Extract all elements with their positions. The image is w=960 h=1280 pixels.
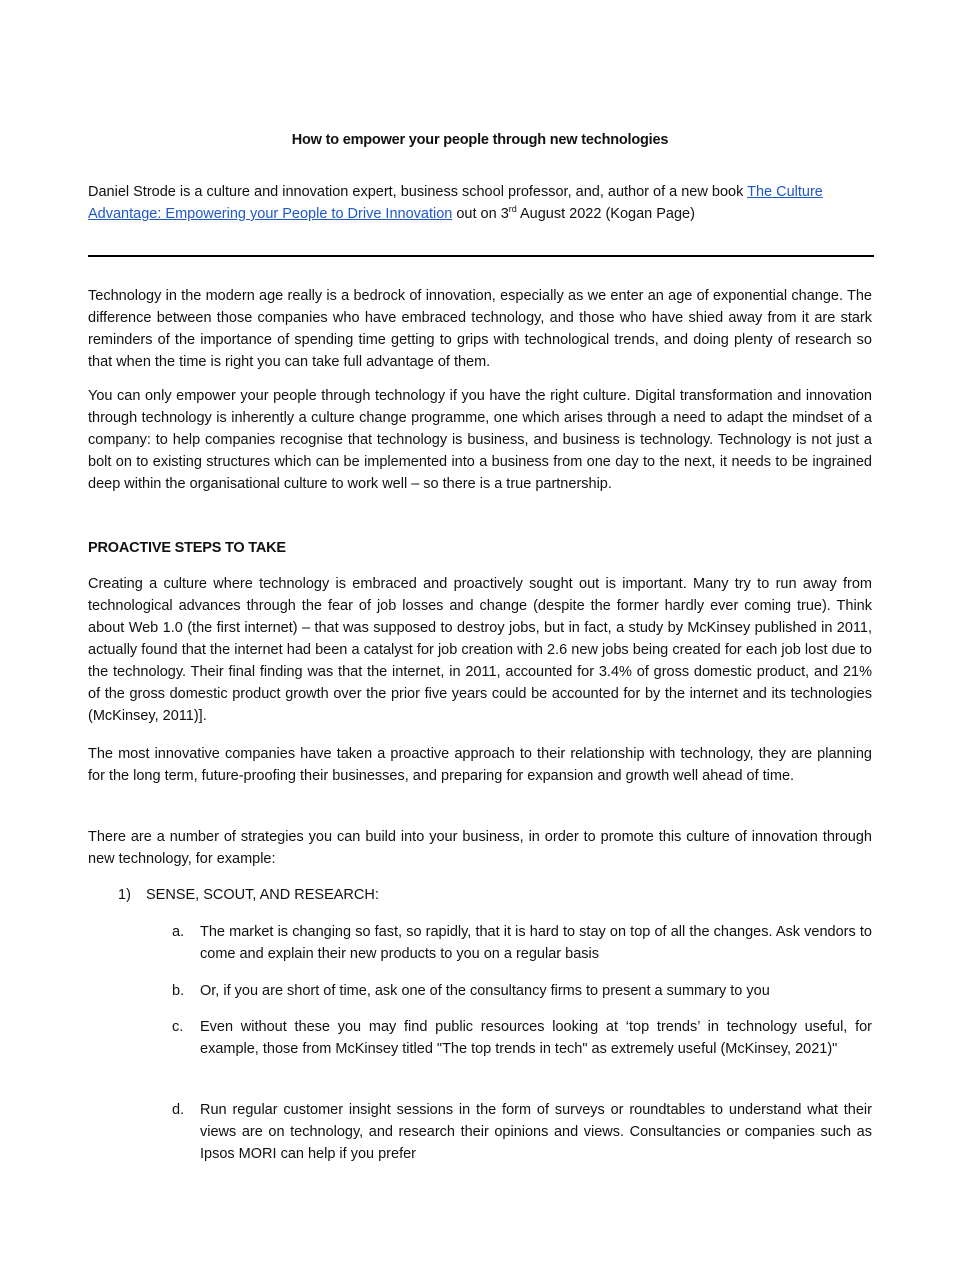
sub-item-marker: a. [172, 924, 185, 940]
list-item-number: 1) [118, 887, 131, 903]
sub-item-c [172, 1016, 872, 1060]
horizontal-rule [88, 255, 874, 257]
sub-item-text: Even without these you may find public resources looking at ‘top trends’ in technology useful, for example, those from McKinsey titled "The top trends in tech" as extremely useful (McKinsey, 2021)" [200, 1019, 872, 1057]
intro-tail-text: August 2022 (Kogan Page) [516, 206, 695, 222]
list-item-label: SENSE, SCOUT, AND RESEARCH: [146, 887, 379, 903]
sub-item-d [172, 1099, 872, 1165]
intro-text: Daniel Strode is a culture and innovation expert, business school professor, and, author of a new book [88, 184, 748, 200]
intro-date-text: out on 3 [452, 206, 509, 222]
sub-item-marker: d. [172, 1102, 185, 1118]
sub-item-text: Or, if you are short of time, ask one of the consultancy firms to present a summary to you [200, 983, 770, 999]
paragraph-3: Creating a culture where technology is embraced and proactively sought out is important. Many try to run away from technological advances through the fear of job losses and change (despite the former hardly ever coming true). Think about Web 1.0 (the first internet) – that was supposed to destroy jobs, but in fact, a study by McKinsey published in 2011, actually found that the internet had been a catalyst for job creation with 2.6 new jobs being created for each job lost due to the technology. Their final finding was that the internet, in 2011, accounted for 3.4% of gross domestic product, and 21% of the gross domestic product growth over the prior five years could be accounted for by the internet and its technologies (McKinsey, 2011)]. [88, 576, 872, 724]
date-superscript: rd [508, 204, 517, 215]
sub-item-b [172, 980, 872, 1002]
list-item-1 [118, 887, 379, 903]
sub-item-text: The market is changing so fast, so rapidly, that it is hard to stay on top of all the changes. Ask vendors to come and explain their new products to you on a regular basis [200, 924, 872, 962]
book-link[interactable]: The Culture Advantage: Empowering your People to Drive Innovation [88, 184, 823, 222]
paragraph-2: You can only empower your people through technology if you have the right culture. Digital transformation and innovation through technology is inherently a culture change programme, one which arises through a need to adapt the mindset of a company: to help companies recognise that technology is business, and business is technology. Technology is not just a bolt on to existing structures which can be implemented into a business from one day to the next, it needs to be ingrained deep within the organisational culture to work well – so there is a true partnership. [88, 388, 872, 492]
document-title: How to empower your people through new technologies [291, 132, 669, 148]
paragraph-1: Technology in the modern age really is a bedrock of innovation, especially as we enter an age of exponential change. The difference between those companies who have embraced technology, and those who have shied away from it are stark reminders of the importance of spending time getting to grips with technological trends, and doing plenty of research so that when the time is right you can take full advantage of them. [88, 288, 872, 370]
paragraph-5: There are a number of strategies you can build into your business, in order to promote this culture of innovation through new technology, for example: [88, 829, 872, 867]
paragraph-4: The most innovative companies have taken a proactive approach to their relationship with technology, they are planning for the long term, future-proofing their businesses, and preparing for expansion and growth well ahead of time. [88, 746, 872, 784]
sub-item-a [172, 921, 872, 965]
author-intro [88, 181, 872, 225]
sub-item-marker: c. [172, 1019, 184, 1035]
section-heading: PROACTIVE STEPS TO TAKE [88, 540, 286, 556]
sub-item-marker: b. [172, 983, 185, 999]
sub-item-text: Run regular customer insight sessions in the form of surveys or roundtables to understand what their views are on technology, and research their opinions and views. Consultancies or companies such as Ipsos MORI can help if you prefer [200, 1102, 872, 1162]
